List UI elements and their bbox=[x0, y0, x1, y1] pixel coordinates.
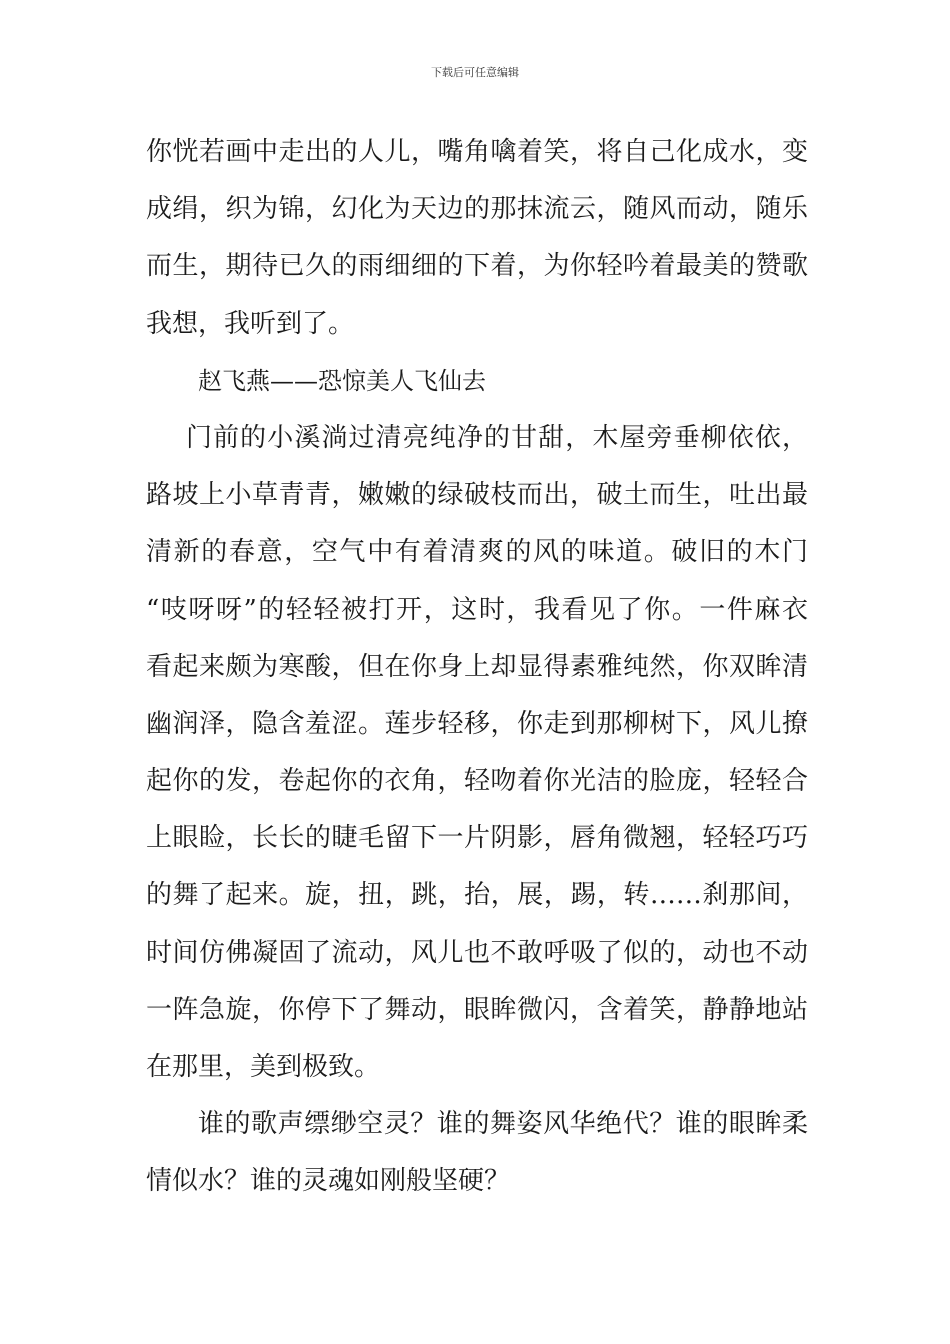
section-heading: 赵飞燕——恐惊美人飞仙去 bbox=[198, 366, 486, 395]
text-line: 情似水？谁的灵魂如刚般坚硬？ bbox=[146, 1166, 511, 1197]
text-line: 一阵急旋，你停下了舞动，眼眸微闪，含着笑，静静地站 bbox=[146, 994, 808, 1025]
text-line: 而生，期待已久的雨细细的下着，为你轻吟着最美的赞歌 bbox=[146, 251, 808, 282]
text-line: 时间仿佛凝固了流动，风儿也不敢呼吸了似的，动也不动 bbox=[146, 937, 808, 968]
text-line: 起你的发，卷起你的衣角，轻吻着你光洁的脸庞，轻轻合 bbox=[146, 766, 808, 797]
text-line: 上眼睑，长长的睫毛留下一片阴影，唇角微翘，轻轻巧巧 bbox=[146, 823, 808, 854]
page-header: 下载后可任意编辑 bbox=[431, 66, 519, 79]
text-line: 我想，我听到了。 bbox=[146, 308, 355, 339]
text-line: 幽润泽，隐含羞涩。莲步轻移，你走到那柳树下，风儿撩 bbox=[146, 708, 808, 739]
text-line: 路坡上小草青青，嫩嫩的绿破枝而出，破土而生，吐出最 bbox=[146, 480, 808, 511]
text-line: “吱呀呀”的轻轻被打开，这时，我看见了你。一件麻衣 bbox=[146, 594, 808, 625]
text-line: 清新的春意，空气中有着清爽的风的味道。破旧的木门 bbox=[146, 537, 808, 568]
text-line: 你恍若画中走出的人儿，嘴角噙着笑，将自己化成水，变 bbox=[146, 137, 808, 167]
text-line: 门前的小溪淌过清亮纯净的甘甜，木屋旁垂柳依依， bbox=[186, 422, 808, 453]
text-line: 在那里，美到极致。 bbox=[146, 1052, 381, 1082]
document-body bbox=[146, 124, 808, 1211]
text-line: 看起来颇为寒酸，但在你身上却显得素雅纯然，你双眸清 bbox=[146, 651, 808, 682]
text-line: 谁的歌声缥缈空灵？谁的舞姿风华绝代？谁的眼眸柔 bbox=[198, 1109, 808, 1140]
text-line: 的舞了起来。旋，扭，跳，抬，展，踢，转……刹那间， bbox=[146, 880, 808, 911]
text-line: 成绢，织为锦，幻化为天边的那抹流云，随风而动，随乐 bbox=[146, 194, 808, 225]
